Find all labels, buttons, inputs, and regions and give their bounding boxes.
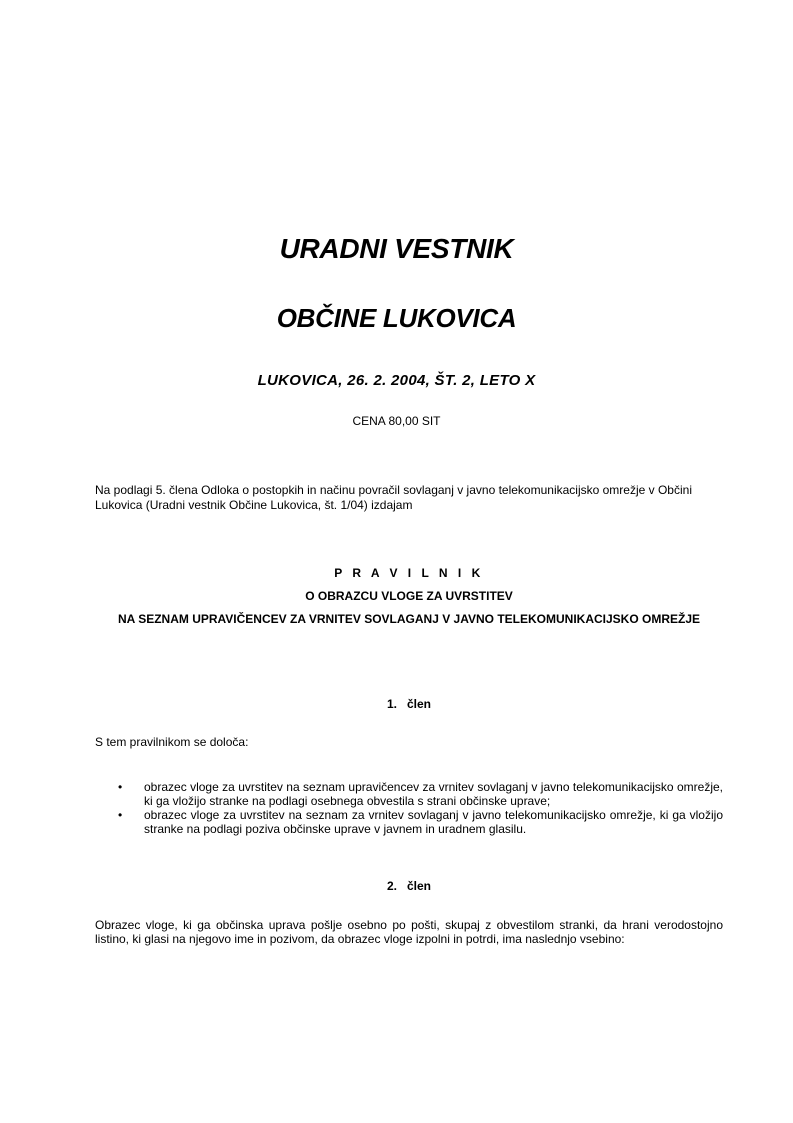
gazette-title: URADNI VESTNIK <box>279 233 514 264</box>
municipality-title: OBČINE LUKOVICA <box>276 303 517 333</box>
price-line: CENA 80,00 SIT <box>352 414 441 428</box>
article-2-paragraph: Obrazec vloge, ki ga občinska uprava pošlje osebno po pošti, skupaj z obvestilom stranki, da hrani verodostojno listino, ki glasi na njegovo ime in pozivom, da obrazec vloge izpolni in potrdi, ima naslednjo vsebino: <box>95 918 723 946</box>
regulation-title: P R A V I L N I K <box>334 566 484 580</box>
bullet-icon: • <box>118 808 123 822</box>
article-1-heading: 1. člen <box>386 697 432 711</box>
intro-paragraph: Na podlagi 5. člena Odloka o postopkih in načinu povračil sovlaganj v javno telekomunikacijsko omrežje v Občini Lukovica (Uradni vestnik Občine Lukovica, št. 1/04) izdajam <box>95 483 692 512</box>
list-item-text: obrazec vloge za uvrstitev na seznam upravičencev za vrnitev sovlaganj v javno telekomunikacijsko omrežje, ki ga vložijo stranke na podlagi osebnega obvestila s strani občinske uprave; <box>144 780 723 808</box>
regulation-subtitle-2: NA SEZNAM UPRAVIČENCEV ZA VRNITEV SOVLAGANJ V JAVNO TELEKOMUNIKACIJSKO OMREŽJE <box>117 612 701 626</box>
bullet-icon: • <box>118 780 123 794</box>
regulation-subtitle-1: O OBRAZCU VLOGE ZA UVRSTITEV <box>305 589 513 603</box>
list-item <box>95 780 723 808</box>
list-item <box>95 808 723 836</box>
list-item-text: obrazec vloge za uvrstitev na seznam za vrnitev sovlaganj v javno telekomunikacijsko omrežje, ki ga vložijo stranke na podlagi poziva občinske uprave v javnem in uradnem glasilu. <box>144 808 723 836</box>
article-1-list <box>95 780 723 836</box>
article-2-heading: 2. člen <box>386 879 432 893</box>
article-1-lead: S tem pravilnikom se določa: <box>95 735 249 749</box>
issue-line: LUKOVICA, 26. 2. 2004, ŠT. 2, LETO X <box>257 372 536 389</box>
